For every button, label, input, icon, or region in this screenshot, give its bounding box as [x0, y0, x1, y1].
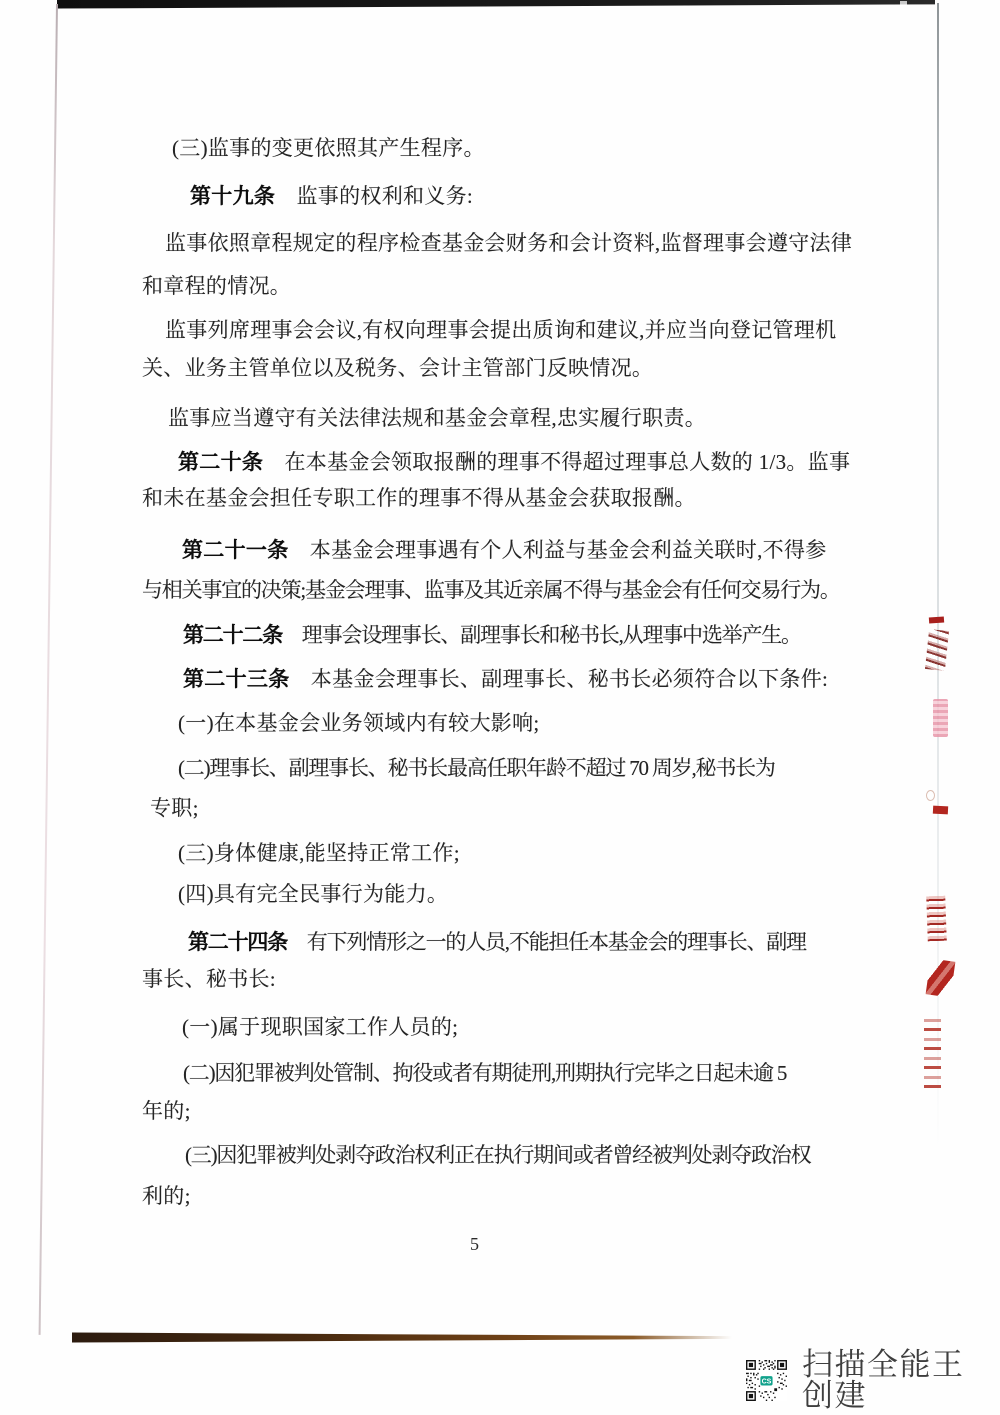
doc-line-text: 利的; — [142, 1184, 191, 1208]
doc-line — [165, 232, 852, 255]
qr-code-icon — [746, 1356, 787, 1405]
doc-line — [142, 357, 653, 380]
red-stamp-fragment — [926, 958, 956, 997]
doc-line-text: 关、业务主管单位以及税务、会计主管部门反映情况。 — [142, 356, 654, 380]
red-stamp-fragment — [924, 1012, 941, 1088]
doc-line — [142, 1100, 191, 1123]
scan-edge-bottom — [72, 1332, 732, 1343]
doc-line — [165, 319, 836, 342]
red-stamp-fragment — [933, 806, 948, 815]
doc-line — [142, 968, 276, 991]
doc-line-text: (一)属于现职国家工作人员的; — [182, 1015, 459, 1039]
doc-line-text: (二)因犯罪被判处管制、拘役或者有期徒刑,刑期执行完毕之日起未逾 5 — [183, 1061, 787, 1085]
doc-line — [172, 137, 485, 160]
red-stamp-fragment — [926, 790, 935, 801]
red-stamp-fragment — [925, 629, 949, 671]
doc-line — [183, 668, 828, 691]
doc-line-text: (三)监事的变更依照其产生程序。 — [172, 136, 485, 160]
doc-line-text: 监事依照章程规定的程序检查基金会财务和会计资料,监督理事会遵守法律 — [165, 231, 853, 255]
doc-line-text: 和未在基金会担任专职工作的理事不得从基金会获取报酬。 — [142, 486, 696, 510]
doc-line — [182, 1016, 458, 1039]
doc-line-text: (四)具有完全民事行为能力。 — [178, 882, 449, 906]
red-stamp-fragment — [926, 896, 947, 942]
doc-line-text: (三)身体健康,能坚持正常工作; — [178, 841, 460, 865]
scan-edge-top — [57, 0, 935, 9]
doc-line — [190, 185, 473, 208]
doc-line — [185, 1144, 810, 1167]
doc-line — [182, 539, 827, 562]
article-number: 第二十三条 — [183, 667, 290, 691]
doc-line-text: 本基金会理事遇有个人利益与基金会利益关联时,不得参 — [288, 538, 827, 562]
doc-line — [178, 757, 775, 780]
scan-edge-left — [39, 4, 58, 1335]
doc-line — [178, 451, 850, 474]
article-number: 第二十四条 — [188, 930, 287, 954]
doc-line — [178, 883, 448, 906]
doc-line — [142, 275, 291, 298]
qr-badge-label: CS — [761, 1377, 772, 1385]
doc-line-text: 年的; — [142, 1099, 191, 1123]
doc-line — [142, 579, 840, 602]
page-number: 5 — [470, 1234, 480, 1254]
doc-line — [188, 931, 806, 954]
doc-line-text: 监事列席理事会会议,有权向理事会提出质询和建议,并应当向登记管理机 — [165, 318, 837, 342]
doc-line-text: 在本基金会领取报酬的理事不得超过理事总人数的 1/3。监事 — [263, 450, 851, 474]
doc-line — [142, 487, 696, 510]
red-stamp-fragment — [933, 699, 948, 737]
doc-line — [183, 1062, 786, 1085]
doc-line-text: 和章程的情况。 — [142, 274, 292, 298]
doc-line — [178, 712, 540, 735]
doc-line-text: (一)在本基金会业务领域内有较大影响; — [178, 711, 540, 735]
doc-line — [183, 624, 801, 647]
doc-line — [178, 842, 460, 865]
red-stamp-fragment — [929, 616, 944, 623]
doc-line-text: (三)因犯罪被判处剥夺政治权利正在执行期间或者曾经被判处剥夺政治权 — [185, 1143, 811, 1167]
doc-line — [142, 1185, 191, 1208]
article-number: 第十九条 — [190, 184, 276, 208]
scan-edge-top-notch — [900, 1, 907, 6]
article-number: 第二十二条 — [183, 623, 282, 647]
doc-line-text: 专职; — [150, 796, 199, 820]
article-number: 第二十一条 — [182, 538, 289, 562]
doc-line-text: 本基金会理事长、副理事长、秘书长必须符合以下条件: — [289, 667, 829, 691]
doc-line-text: 理事会设理事长、副理事长和秘书长,从理事中选举产生。 — [282, 623, 801, 647]
doc-line-text: 事长、秘书长: — [142, 967, 276, 991]
article-number: 第二十条 — [178, 450, 264, 474]
doc-line — [168, 407, 706, 430]
watermark-text: 扫描全能王 创建 — [801, 1347, 965, 1413]
doc-line-text: 有下列情形之一的人员,不能担任本基金会的理事长、副理 — [287, 930, 806, 954]
doc-line-text: (二)理事长、副理事长、秘书长最高任职年龄不超过 70 周岁,秘书长为 — [178, 756, 775, 780]
doc-line-text: 监事应当遵守有关法律法规和基金会章程,忠实履行职责。 — [168, 406, 707, 430]
watermark — [746, 1349, 1000, 1411]
doc-line-text: 与相关事宜的决策;基金会理事、监事及其近亲属不得与基金会有任何交易行为。 — [142, 578, 840, 602]
doc-line — [150, 797, 199, 820]
doc-line-text: 监事的权利和义务: — [275, 184, 474, 208]
